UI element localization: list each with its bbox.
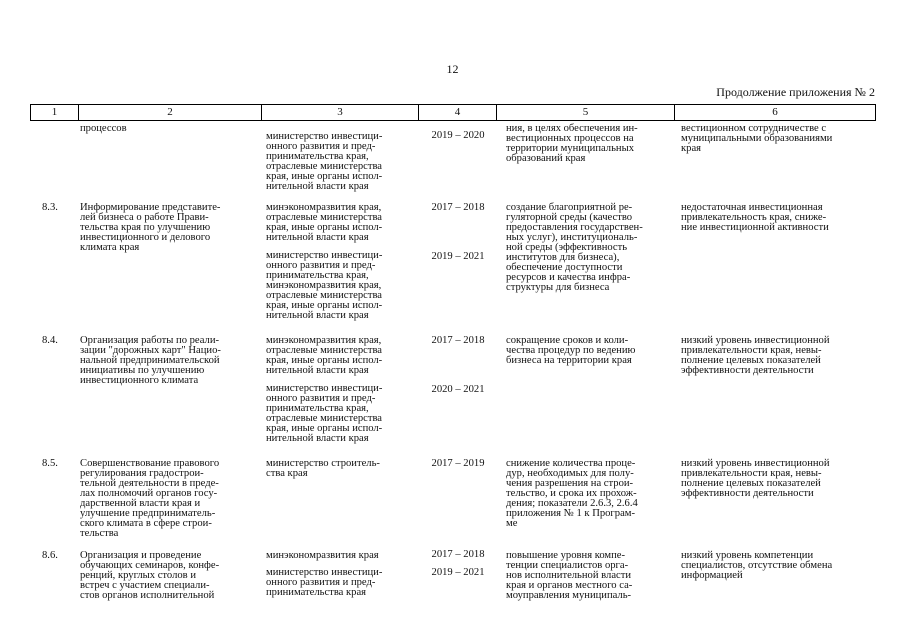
risk-cell: низкий уровень инвестиционной привлекательности края, невы- полнение целевых показателей эффективности деятельности: [681, 335, 830, 376]
executor-cell: министерство инвестици- онного развития и пред- принимательства края: [266, 567, 383, 598]
row-number: 8.3.: [42, 202, 58, 213]
executor-cell: минэкономразвития края: [266, 550, 379, 561]
executor-cell: министерство строитель- ства края: [266, 458, 380, 479]
measure-cell: Совершенствование правового регулирования градострои- тельной деятельности в преде- лах полномочий органов госу- дарственной власти края и улучшение предприниматель- ского климата в сфере строи- тельства: [80, 458, 220, 539]
row-number: 8.4.: [42, 335, 58, 346]
executor-cell: минэкономразвития края, отраслевые министерства края, иные органы испол- нительной власти края: [266, 335, 383, 376]
row-number: 8.5.: [42, 458, 58, 469]
result-cell: снижение количества проце- дур, необходимых для полу- чения разрешения на строи- тельство, и срока их прохож- дения; показатели 2.6.3, 2.6.4 приложения № 1 к Програм- ме: [506, 458, 638, 529]
risk-cell: недостаточная инвестиционная привлекательность края, сниже- ние инвестиционной активности: [681, 202, 829, 233]
row-number: 8.6.: [42, 550, 58, 561]
result-cell: повышение уровня компе- тенции специалистов орга- нов исполнительной власти края и органов местного са- моуправления муниципаль-: [506, 550, 633, 601]
executor-cell: министерство инвестици- онного развития и пред- принимательства края, минэкономразвития края, отраслевые министерства края, иные органы испол- нительной власти края: [266, 250, 383, 321]
result-cell: создание благоприятной ре- гуляторной среды (качество предоставления государствен- ных услуг), институциональ- ной среды (эффективность институтов для бизнеса), обеспечение доступности ресурсов и качества инфра- структуры для бизнеса: [506, 202, 643, 293]
period-cell: 2017 – 2019: [431, 458, 485, 469]
result-cell: ния, в целях обеспечения ин- вестиционных процессов на территории муниципальных образований края: [506, 123, 638, 164]
period-cell: 2017 – 2018: [431, 202, 485, 213]
period-cell: 2017 – 2018: [431, 335, 485, 346]
period-cell: 2019 – 2020: [431, 130, 485, 141]
executor-cell: министерство инвестици- онного развития и пред- принимательства края, отраслевые министерства края, иные органы испол- нительной власти края: [266, 383, 383, 444]
page-number: 12: [446, 62, 459, 76]
measure-cell: Организация работы по реали- зации "дорожных карт" Нацио- нальной предпринимательской инициативы по улучшению инвестиционного климата: [80, 335, 221, 386]
header-col-4: 4: [418, 105, 496, 120]
period-cell: 2019 – 2021: [431, 251, 485, 262]
header-col-5: 5: [496, 105, 674, 120]
result-cell: сокращение сроков и коли- чества процедур по ведению бизнеса на территории края: [506, 335, 636, 366]
table-header-row: [30, 104, 876, 121]
measure-cell: Информирование представите- лей бизнеса о работе Прави- тельства края по улучшению инвестиционного и делового климата края: [80, 202, 221, 253]
header-col-1: 1: [30, 105, 78, 120]
continuation-label: Продолжение приложения № 2: [716, 85, 875, 99]
header-col-2: 2: [78, 105, 261, 120]
risk-cell: низкий уровень компетенции специалистов, отсутствие обмена информацией: [681, 550, 833, 581]
risk-cell: вестиционном сотрудничестве с муниципальными образованиями края: [681, 123, 833, 154]
executor-cell: минэкономразвития края, отраслевые министерства края, иные органы испол- нительной власти края: [266, 202, 383, 243]
period-cell: 2020 – 2021: [431, 384, 485, 395]
risk-cell: низкий уровень инвестиционной привлекательности края, невы- полнение целевых показателей эффективности деятельности: [681, 458, 830, 499]
executor-cell: министерство инвестици- онного развития и пред- принимательства края, отраслевые министерства края, иные органы испол- нительной власти края: [266, 131, 383, 192]
measure-cell: процессов: [80, 123, 127, 134]
measure-cell: Организация и проведение обучающих семинаров, конфе- ренций, круглых столов и встреч с участием специали- стов органов исполнительной: [80, 550, 220, 601]
header-col-6: 6: [674, 105, 876, 120]
period-cell: 2017 – 2018: [431, 549, 485, 560]
period-cell: 2019 – 2021: [431, 567, 485, 578]
header-col-3: 3: [261, 105, 418, 120]
